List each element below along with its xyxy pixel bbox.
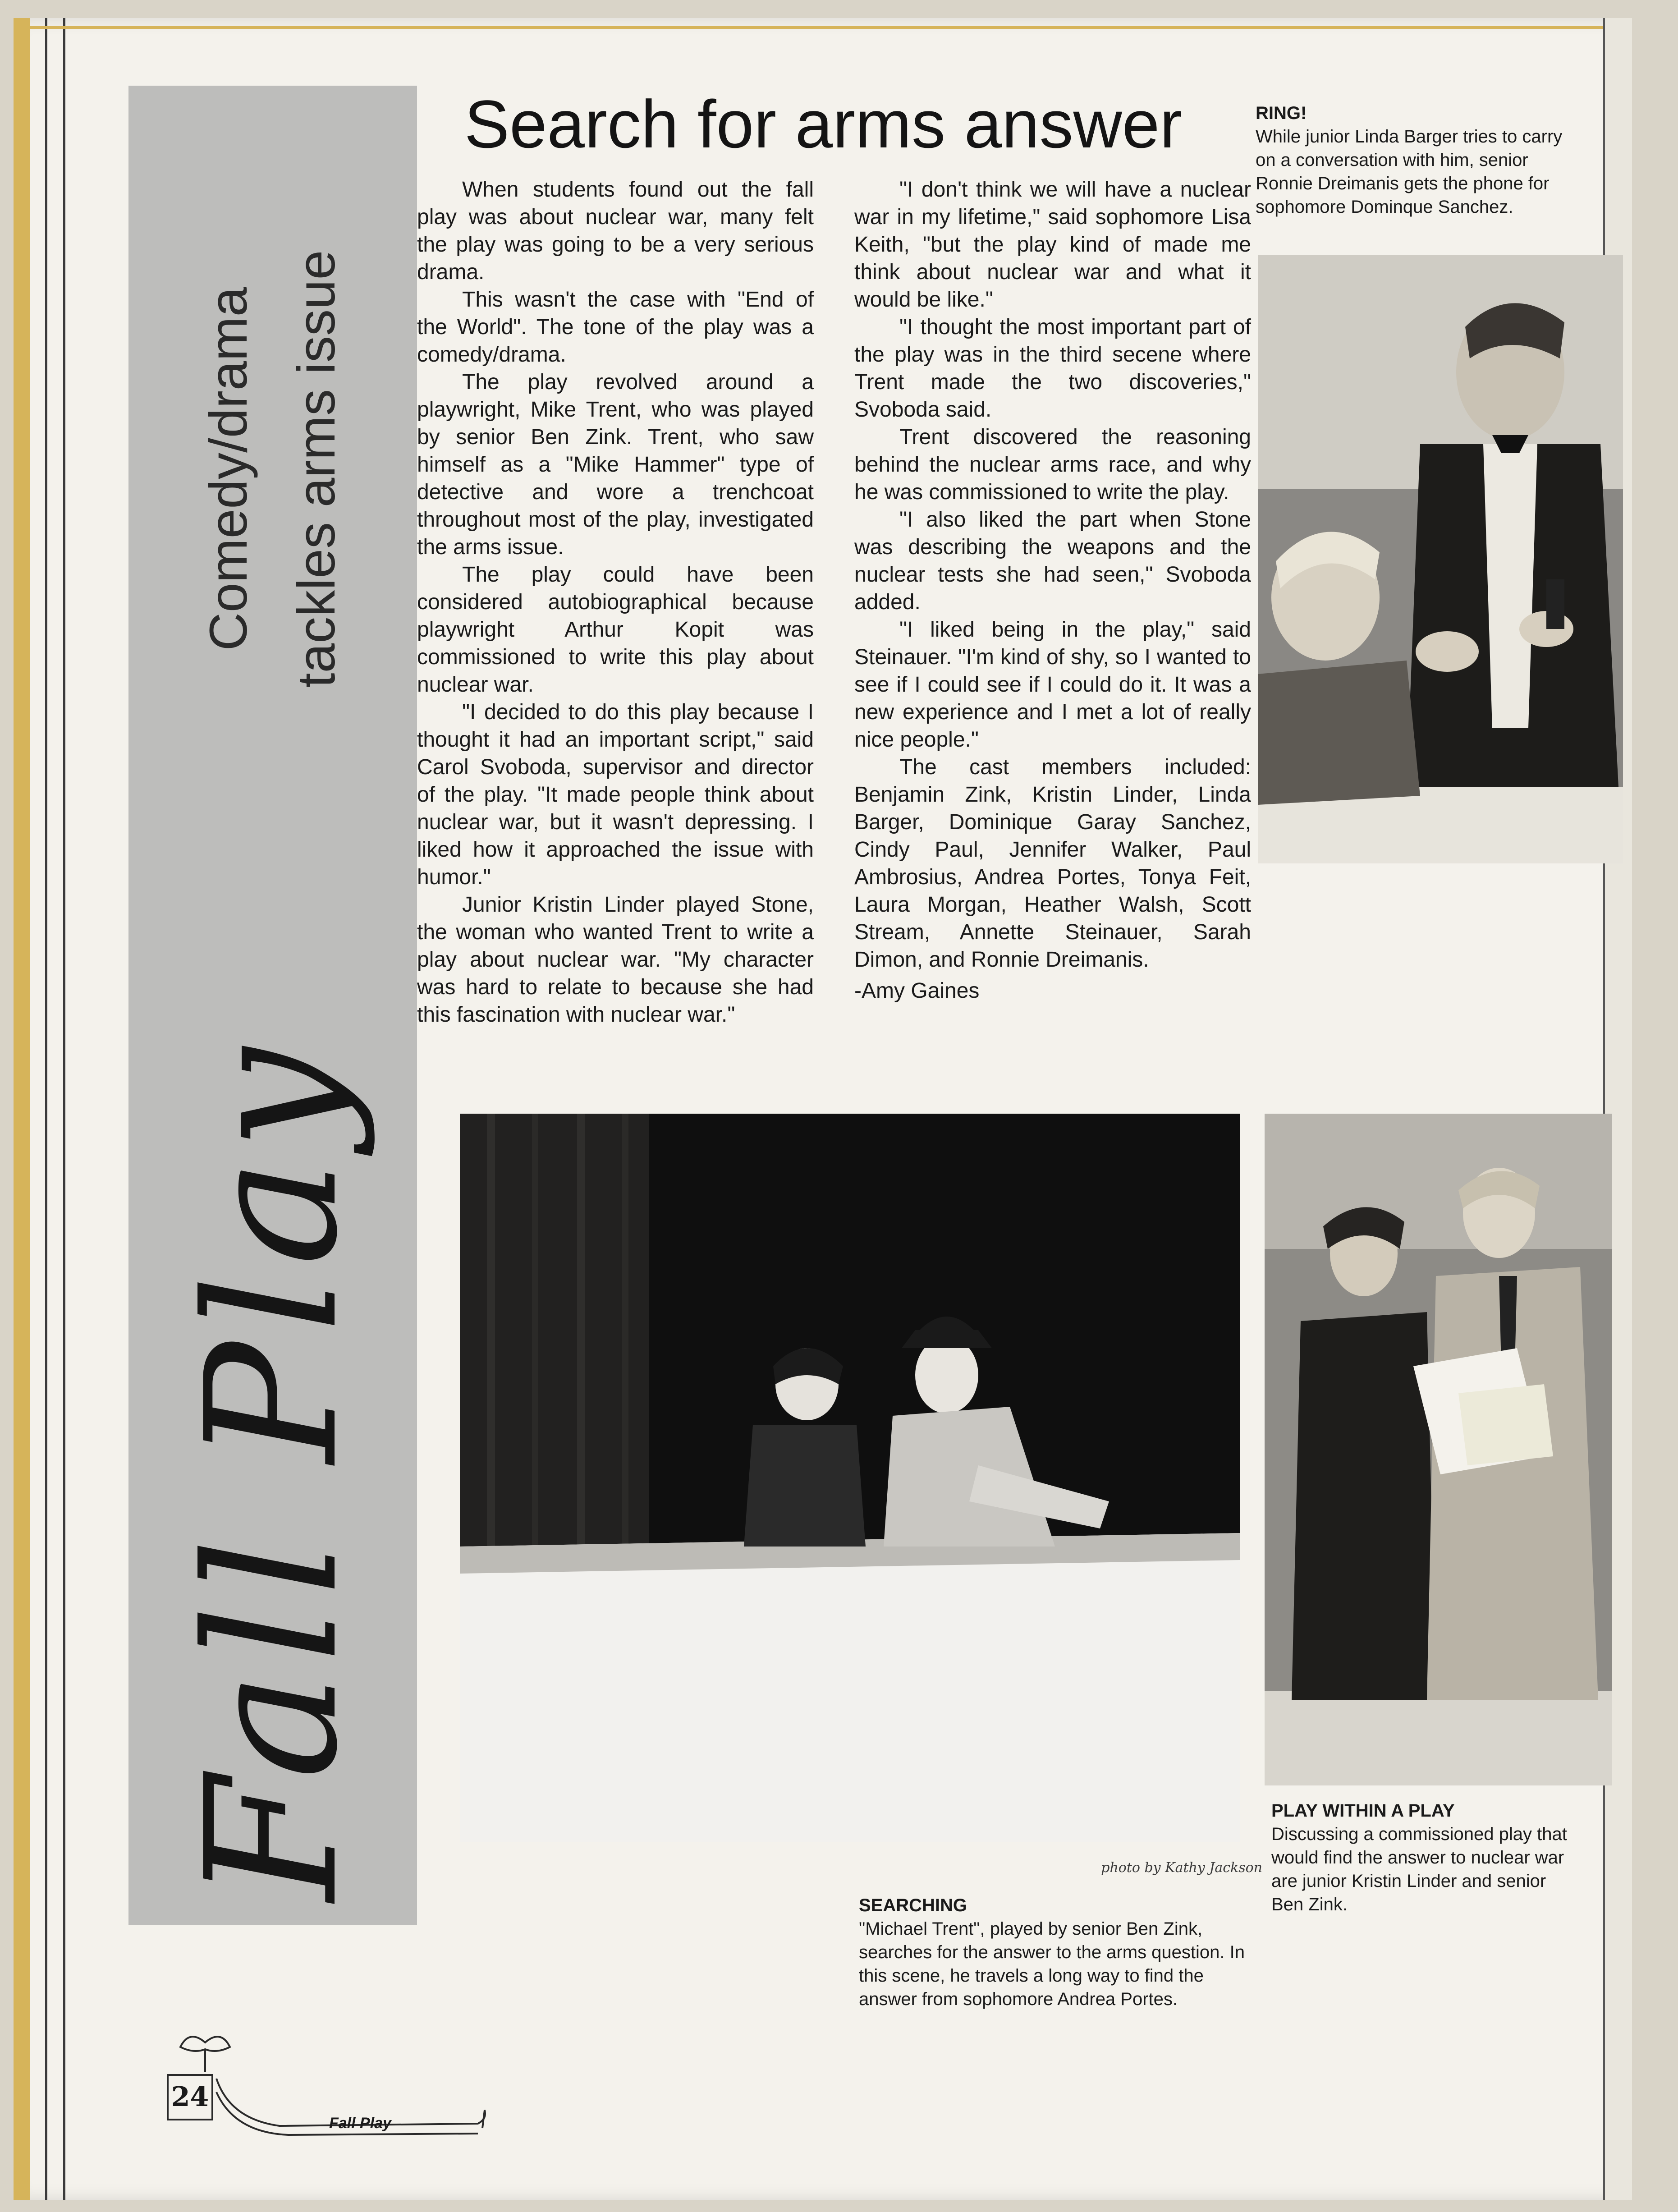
caption-search-body: "Michael Trent", played by senior Ben Zink, searches for the answer to the arms question. In this scene, he travels a long way to find the answer from sophomore Andrea Portes. — [859, 1919, 1245, 2009]
photo-stage — [460, 1114, 1240, 1842]
binding-edge — [14, 18, 30, 2200]
article-paragraph: "I also liked the part when Stone was describing the weapons and the nuclear tests she had seen," Svoboda added. — [854, 508, 1251, 614]
article-paragraph: The play revolved around a playwright, Mike Trent, who was played by senior Ben Zink. Trent, who saw himself as a "Mike Hammer" type of detective and wore a trenchcoat throughout most of the play, investigated the arms issue. — [417, 370, 814, 559]
article-paragraph: "I decided to do this play because I thought it had an important script," said Carol Svoboda, supervisor and director of the play. "It made people think about nuclear war, but it wasn't depressing. I liked how it approached the issue with humor." — [417, 700, 814, 889]
caption-play-head: PLAY WITHIN A PLAY — [1271, 1801, 1455, 1821]
binding-line — [63, 18, 65, 2200]
article-paragraph: This wasn't the case with "End of the World". The tone of the play was a comedy/drama. — [417, 288, 814, 367]
sidebar-subtitle-line2: tackles arms issue — [287, 250, 346, 688]
top-rule — [14, 26, 1632, 29]
yearbook-page — [14, 18, 1632, 2200]
caption-ring-body: While junior Linda Barger tries to carry on a conversation with him, senior Ronnie Dreimanis gets the phone for sophomore Dominque Sanchez. — [1256, 127, 1563, 217]
sidebar-subtitle-line1: Comedy/drama — [199, 287, 258, 651]
caption-search-head: SEARCHING — [859, 1895, 967, 1915]
article-paragraph: The play could have been considered autobiographical because playwright Arthur Kopit was commissioned to write this play about nuclear war. — [417, 563, 814, 697]
section-title-text: Fall Play — [168, 1038, 377, 1901]
article-column-right — [854, 176, 1251, 1005]
caption-ring — [1256, 101, 1571, 219]
article-paragraph: Junior Kristin Linder played Stone, the woman who wanted Trent to write a play about nuclear war. "My character was hard to relate to because she had this fascination with nuclear war." — [417, 893, 814, 1027]
caption-play-body: Discussing a commissioned play that would find the answer to nuclear war are junior Kristin Linder and senior Ben Zink. — [1271, 1824, 1567, 1914]
article-paragraph: "I liked being in the play," said Steinauer. "I'm kind of shy, so I wanted to see if I could see if I could do it. It was a new experience and I met a lot of really nice people." — [854, 618, 1251, 752]
article-paragraph: The cast members included: Benjamin Zink, Kristin Linder, Linda Barger, Dominique Garay Sanchez, Cindy Paul, Jennifer Walker, Paul Ambrosius, Andrea Portes, Tonya Feit, Laura Morgan, Heather Walsh, Scott Stream, Annette Steinauer, Sarah Dimon, and Ronnie Dreimanis. — [854, 755, 1251, 972]
photo-ring — [1258, 255, 1623, 863]
article-paragraph: "I thought the most important part of the play was in the third secene where Trent made the two discoveries," Svoboda said. — [854, 315, 1251, 422]
photo-credit: photo by Kathy Jackson — [1101, 1860, 1262, 1876]
article-paragraph: When students found out the fall play was about nuclear war, many felt the play was going to be a very serious drama. — [417, 178, 814, 284]
caption-ring-head: RING! — [1256, 103, 1307, 123]
article-column-left — [417, 176, 814, 1028]
ribbon-label: Fall Play — [329, 2115, 391, 2132]
binding-line — [45, 18, 47, 2200]
photo-play-within-play — [1265, 1114, 1612, 1785]
headline: Search for arms answer — [464, 86, 1183, 162]
article-paragraph: Trent discovered the reasoning behind the nuclear arms race, and why he was commissioned to write the play. — [854, 425, 1251, 504]
page-number: 24 — [167, 2074, 213, 2120]
caption-play-within-play — [1271, 1799, 1578, 1916]
caption-searching — [859, 1894, 1256, 2011]
article-paragraph: "I don't think we will have a nuclear war in my lifetime," said sophomore Lisa Keith, "but the play kind of made me think about nuclear war and what it would be like." — [854, 178, 1251, 312]
byline: -Amy Gaines — [854, 979, 980, 1003]
